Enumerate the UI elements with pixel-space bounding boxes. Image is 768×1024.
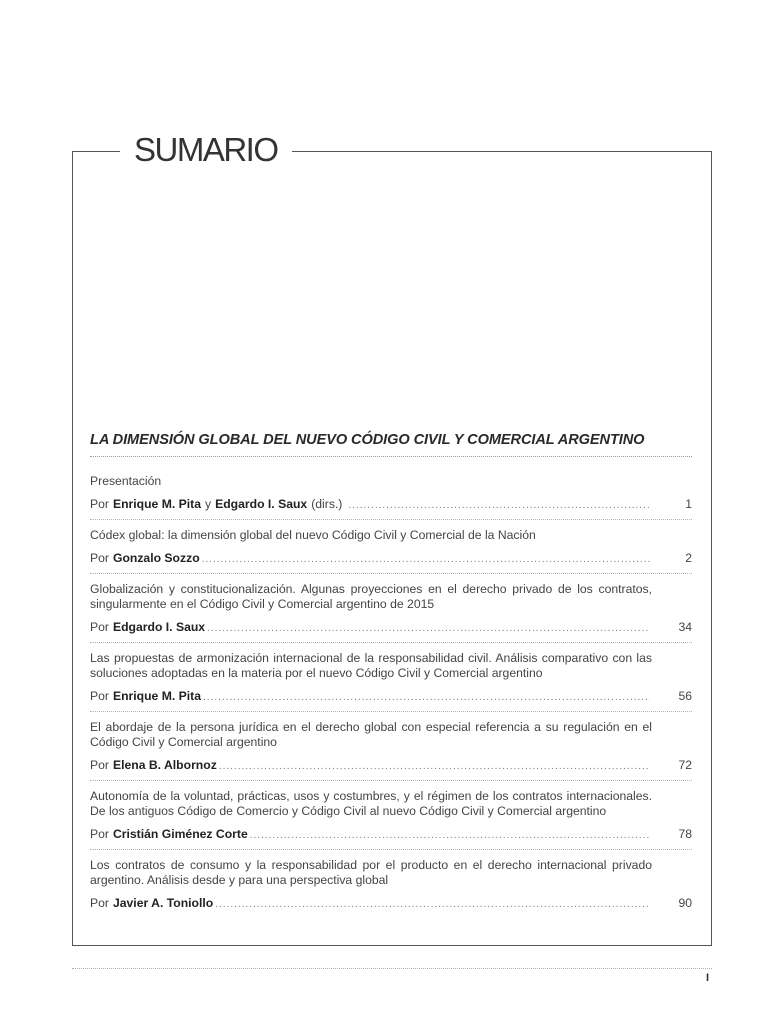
author-row: [90, 758, 692, 774]
por-label: Por: [90, 827, 109, 841]
entry-title: Los contratos de consumo y la responsabilidad por el producto en el derecho internacional privado argentino. Análisis desde y para una perspectiva global: [90, 858, 652, 887]
page-title: SUMARIO: [120, 130, 292, 170]
author-row: [90, 827, 692, 843]
heading-divider: [90, 456, 692, 457]
toc-entry: [90, 858, 692, 918]
dot-leader: [203, 690, 650, 705]
por-label: Por: [90, 758, 109, 772]
author-name: Edgardo I. Saux: [112, 620, 206, 634]
author-row: [90, 551, 692, 567]
toc-entry: [90, 651, 692, 712]
toc-entry: [90, 582, 692, 643]
author-name: Elena B. Albornoz: [112, 758, 217, 772]
footer-divider: [72, 968, 712, 969]
toc-entry: [90, 528, 692, 574]
entry-title: Globalización y constitucionalización. Algunas proyecciones en el derecho privado de los contratos, singularmente en el Código Civil y Comercial argentino de 2015: [90, 582, 652, 611]
author-row: [90, 689, 692, 705]
dot-leader: [250, 828, 650, 843]
author-row: [90, 620, 692, 636]
entry-title: Códex global: la dimensión global del nuevo Código Civil y Comercial de la Nación: [90, 528, 536, 542]
author-row: [90, 896, 692, 912]
author-name: Edgardo I. Saux: [215, 497, 308, 511]
dot-leader: [215, 897, 650, 912]
por-label: Por: [90, 689, 109, 703]
table-of-contents: [90, 474, 692, 926]
author-name: Javier A. Toniollo: [112, 896, 214, 910]
author-name: Enrique M. Pita: [112, 497, 202, 511]
page-number: 72: [678, 758, 692, 772]
por-label: Por: [90, 896, 109, 910]
dot-leader: [348, 498, 650, 513]
author-connector: y: [205, 497, 212, 511]
entry-title: Presentación: [90, 474, 162, 488]
page-number: 56: [678, 689, 692, 703]
entry-title: El abordaje de la persona jurídica en el derecho global con especial referencia a su regulación en el Código Civil y Comercial argentino: [90, 720, 652, 749]
page-number: 90: [678, 896, 692, 910]
entry-title: Las propuestas de armonización internacional de la responsabilidad civil. Análisis comparativo con las soluciones adoptadas en la materia por el nuevo Código Civil y Comercial argentino: [90, 651, 652, 680]
author-suffix: (dirs.): [311, 497, 343, 511]
entry-title: Autonomía de la voluntad, prácticas, usos y costumbres, y el régimen de los contratos internacionales. De los antiguos Código de Comercio y Código Civil al nuevo Código Civil y Comercial argentino: [90, 789, 652, 818]
page-number: 2: [685, 551, 692, 565]
dot-leader: [202, 552, 650, 567]
author-name: Enrique M. Pita: [112, 689, 202, 703]
author-name: Gonzalo Sozzo: [112, 551, 200, 565]
por-label: Por: [90, 497, 109, 511]
page-number: 1: [685, 497, 692, 511]
page-number: 78: [678, 827, 692, 841]
por-label: Por: [90, 551, 109, 565]
dot-leader: [207, 621, 650, 636]
dot-leader: [219, 759, 650, 774]
page-number: 34: [678, 620, 692, 634]
folio: I: [706, 972, 710, 984]
author-name: Cristián Giménez Corte: [112, 827, 248, 841]
toc-entry: [90, 474, 692, 520]
por-label: Por: [90, 620, 109, 634]
toc-entry: [90, 789, 692, 850]
author-row: [90, 497, 692, 513]
section-heading: LA DIMENSIÓN GLOBAL DEL NUEVO CÓDIGO CIVIL Y COMERCIAL ARGENTINO: [90, 432, 645, 448]
toc-entry: [90, 720, 692, 781]
